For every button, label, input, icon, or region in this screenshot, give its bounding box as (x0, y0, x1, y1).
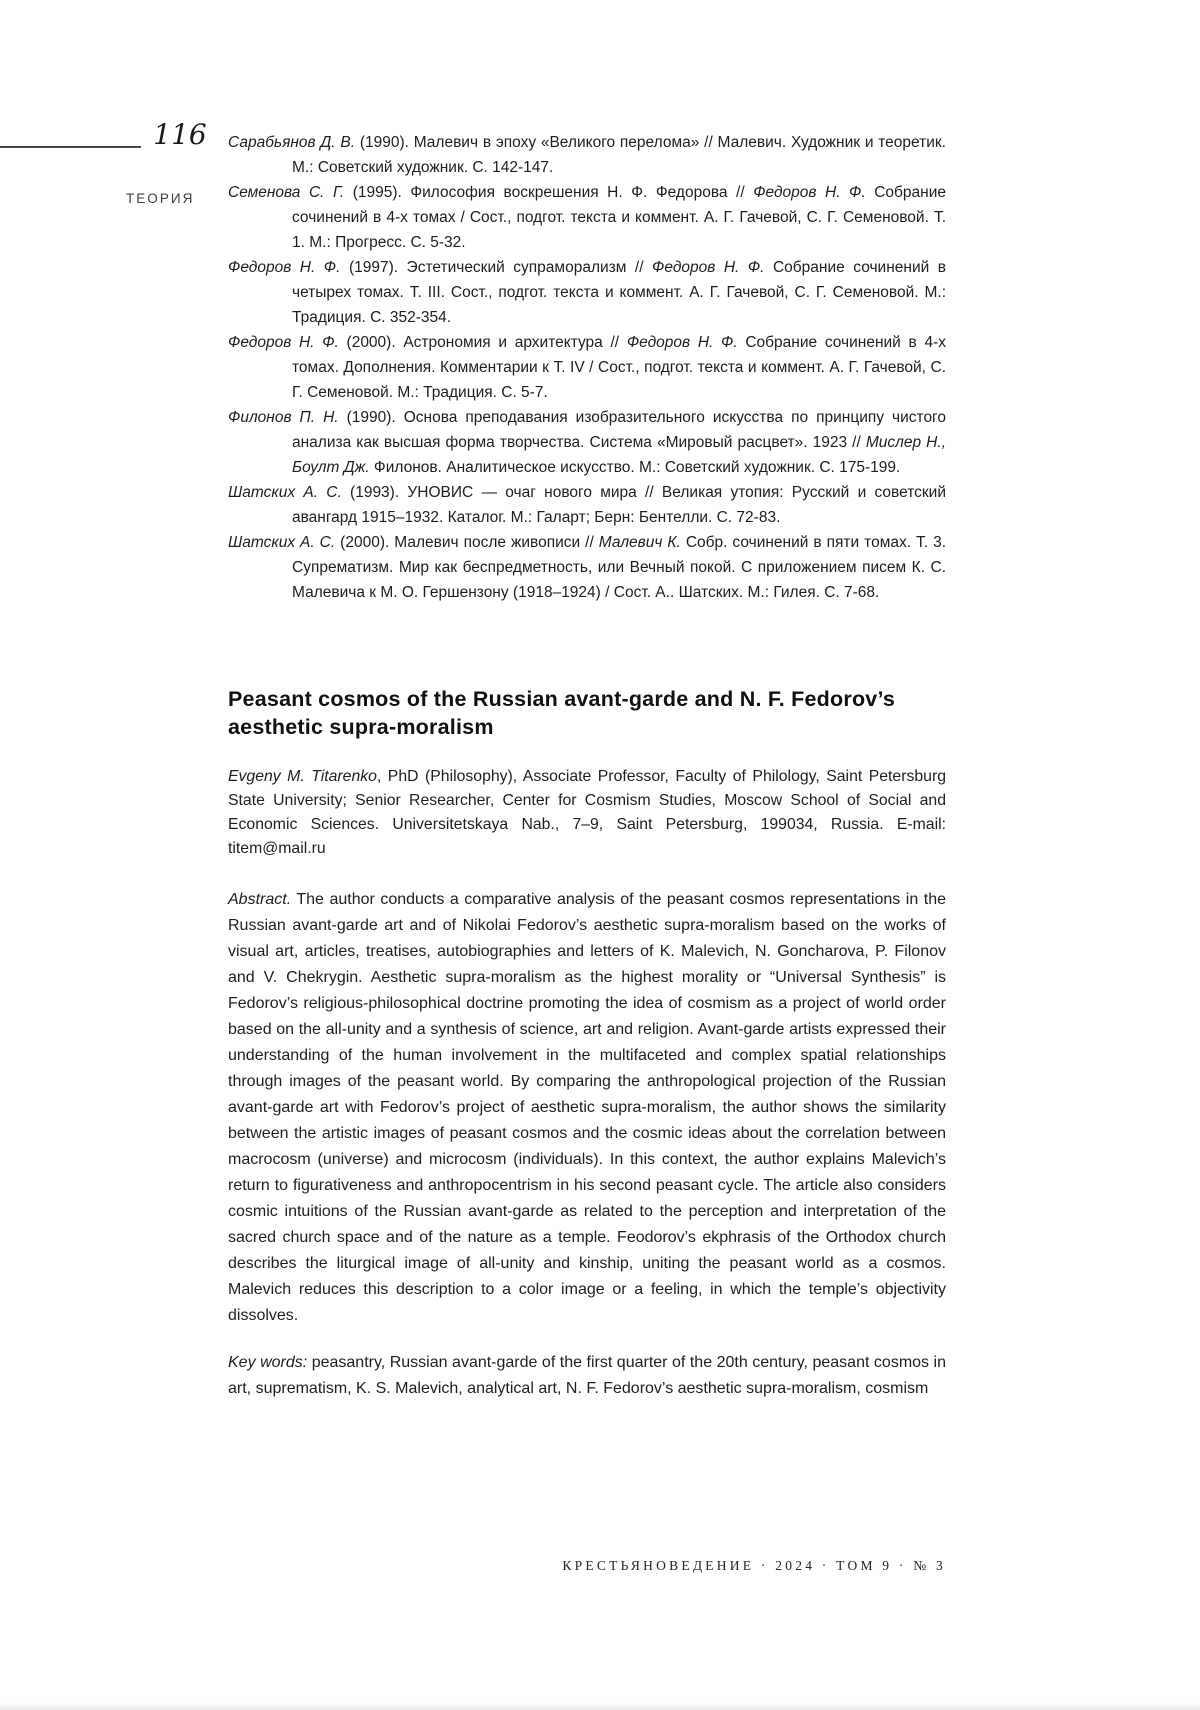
reference-item: Семенова С. Г. (1995). Философия воскрешения Н. Ф. Федорова // Федоров Н. Ф. Собрание сочинений в 4-х томах / Сост., подгот. текста и коммент. А. Г. Гачевой, С. Г. Семеновой. Т. 1. М.: Прогресс. С. 5-32. (228, 184, 946, 251)
keywords: Key words: peasantry, Russian avant-garde of the first quarter of the 20th century, peasant cosmos in art, suprematism, K. S. Malevich, analytical art, N. F. Fedorov’s aesthetic supra-moralism, cosmism (228, 1354, 946, 1397)
reference-item: Федоров Н. Ф. (1997). Эстетический супраморализм // Федоров Н. Ф. Собрание сочинений в четырех томах. Т. III. Сост., подгот. текста и коммент. А. Г. Гачевой, С. Г. Семеновой. М.: Традиция. С. 352-354. (228, 259, 947, 326)
reference-item: Сарабьянов Д. В. (1990). Малевич в эпоху «Великого перелома» // Малевич. Художник и теоретик. М.: Советский художник. С. 142-147. (228, 134, 946, 176)
header-rule (0, 146, 141, 148)
references-list (228, 130, 946, 605)
reference-item: Федоров Н. Ф. (2000). Астрономия и архитектура // Федоров Н. Ф. Собрание сочинений в 4-х томах. Дополнения. Комментарии к Т. IV / Сост., подгот. текста и коммент. А. Г. Гачевой, С. Г. Семеновой. М.: Традиция. С. 5-7. (228, 334, 947, 401)
reference-item: Филонов П. Н. (1990). Основа преподавания изобразительного искусства по принципу чистого анализа как высшая форма творчества. Система «Мировый расцвет». 1923 // Мислер Н., Боулт Дж. Филонов. Аналитическое искусство. М.: Советский художник. С. 175-199. (228, 409, 946, 476)
abstract: Abstract. The author conducts a comparative analysis of the peasant cosmos representations in the Russian avant-garde art and of Nikolai Fedorov’s aesthetic supra-moralism based on the works of visual art, articles, treatises, autobiographies and letters of K. Malevich, N. Goncharova, P. Filonov and V. Chekrygin. Aesthetic supra-moralism as the highest morality or “Universal Synthesis” is Fedorov’s religious-philosophical doctrine promoting the idea of cosmism as a project of world order based on the all-unity and a synthesis of science, art and religion. Avant-garde artists expressed their understanding of the human involvement in the multifaceted and complex spatial relationships through images of the peasant world. By comparing the anthropological projection of the Russian avant-garde art with Fedorov’s project of aesthetic supra-moralism, the author shows the similarity between the artistic images of peasant cosmos and the cosmic ideas about the correlation between macrocosm (universe) and microcosm (individuals). In this context, the author explains Malevich’s return to figurativeness and anthropocentrism in his second peasant cycle. The article also considers cosmic intuitions of the Russian avant-garde as related to the perception and interpretation of the sacred church space and of the nature as a temple. Feodorov’s ekphrasis of the Orthodox church describes the liturgical image of all-unity and kinship, uniting the peasant world as a cosmos. Malevich reduces this description to a color image or a feeling, in which the temple’s objectivity dissolves. (228, 891, 946, 1324)
section-label: ТЕОРИЯ (126, 191, 195, 206)
journal-footer: КРЕСТЬЯНОВЕДЕНИЕ · 2024 · ТОМ 9 · № 3 (562, 1558, 946, 1573)
article-title: Peasant cosmos of the Russian avant-garde and N. F. Fedorov’s aesthetic supra-moralism (228, 687, 896, 739)
reference-item: Шатских А. С. (2000). Малевич после живописи // Малевич К. Собр. сочинений в пяти томах. Т. 3. Супрематизм. Мир как беспредметность, или Вечный покой. С приложением писем К. С. Малевича к М. О. Гершензону (1918–1924) / Сост. А.. Шатских. М.: Гилея. С. 7-68. (228, 534, 947, 601)
page-edge-shadow (0, 1702, 1200, 1710)
content-column (228, 130, 946, 1402)
author-info: Evgeny M. Titarenko, PhD (Philosophy), Associate Professor, Faculty of Philology, Saint Petersburg State University; Senior Researcher, Center for Cosmism Studies, Moscow School of Social and Economic Sciences. Universitetskaya Nab., 7–9, Saint Petersburg, 199034, Russia. E-mail: titem@mail.ru (228, 768, 946, 857)
page-number: 116 (153, 118, 207, 151)
reference-item: Шатских А. С. (1993). УНОВИС — очаг нового мира // Великая утопия: Русский и советский авангард 1915–1932. Каталог. М.: Галарт; Берн: Бентелли. С. 72-83. (228, 484, 946, 526)
